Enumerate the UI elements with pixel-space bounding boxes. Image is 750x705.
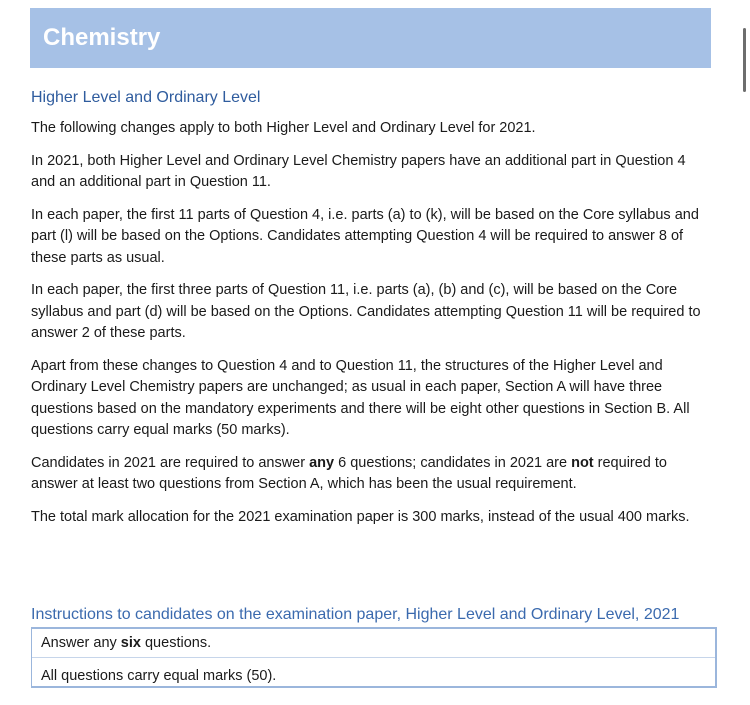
document-body — [31, 88, 713, 539]
instruction-answer-six — [41, 633, 211, 653]
document-title: Chemistry — [43, 24, 161, 51]
instructions-heading: Instructions to candidates on the examination paper, Higher Level and Ordinary Level, 2021 — [31, 606, 680, 623]
section-heading: Higher Level and Ordinary Level — [31, 89, 261, 106]
title-banner — [30, 8, 711, 68]
requirements-any-emphasis: any — [309, 454, 335, 471]
paragraph-additional-parts: In 2021, both Higher Level and Ordinary Level Chemistry papers have an additional part in Question 4 and an additional part in Question 11. — [31, 152, 686, 190]
instruction-text-1: Answer any — [41, 635, 121, 651]
requirements-not-emphasis: not — [571, 454, 594, 471]
instruction-six-emphasis: six — [120, 635, 141, 651]
paragraph-structure: Apart from these changes to Question 4 and to Question 11, the structures of the Higher Level and Ordinary Level Chemistry papers are unchanged; as usual in each paper, Section A will have three questions based on the mandatory experiments and there will be eight other questions in Section B. All questions carry equal marks (50 marks). — [31, 357, 690, 438]
instructions-divider — [32, 657, 715, 658]
requirements-text-3: required to answer at least two questions from Section A, which has been the usual requirement. — [31, 454, 667, 492]
vertical-scrollbar[interactable] — [738, 0, 750, 705]
scrollbar-thumb[interactable] — [743, 28, 746, 92]
instruction-text-2: questions. — [140, 635, 212, 651]
requirements-text-2: 6 questions; candidates in 2021 are — [334, 454, 572, 471]
instructions-box — [31, 627, 717, 688]
requirements-text-1: Candidates in 2021 are required to answer — [31, 454, 310, 471]
paragraph-intro: The following changes apply to both Higher Level and Ordinary Level for 2021. — [31, 120, 536, 136]
paragraph-question-4: In each paper, the first 11 parts of Question 4, i.e. parts (a) to (k), will be based on the Core syllabus and part (l) will be based on the Options. Candidates attempting Question 4 will be required to answer 8 of these parts as usual. — [31, 206, 699, 266]
paragraph-mark-allocation: The total mark allocation for the 2021 examination paper is 300 marks, instead of the usual 400 marks. — [31, 508, 690, 525]
instruction-equal-marks: All questions carry equal marks (50). — [41, 668, 277, 684]
paragraph-question-11: In each paper, the first three parts of Question 11, i.e. parts (a), (b) and (c), will be based on the Core syllabus and part (d) will be based on the Options. Candidates attempting Question 11 will be required to answer 2 of these parts. — [31, 282, 701, 341]
paragraph-requirements — [31, 453, 713, 496]
